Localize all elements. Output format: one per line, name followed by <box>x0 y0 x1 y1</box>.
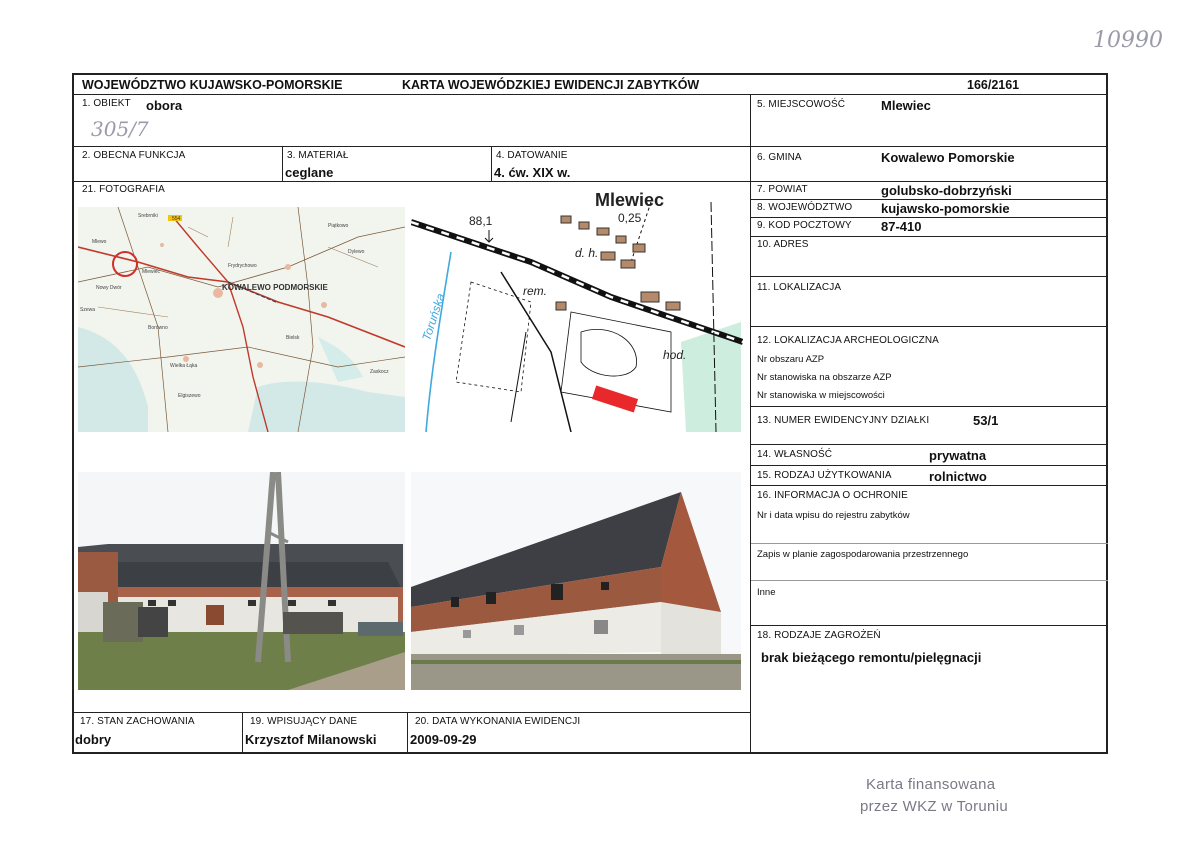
overview-map-place: Zaskocz <box>370 369 389 375</box>
field-wlasnosc <box>751 445 1108 466</box>
powiat-value: golubsko-dobrzyński <box>881 183 1012 198</box>
overview-map-graphic <box>78 207 405 432</box>
wpisujacy-value: Krzysztof Milanowski <box>245 732 377 747</box>
data-label: 20. DATA WYKONANIA EWIDENCJI <box>415 716 581 727</box>
wlasnosc-label: 14. WŁASNOŚĆ <box>757 449 833 460</box>
obiekt-label: 1. OBIEKT <box>82 98 131 109</box>
overview-map-place: Mlewiec <box>142 269 161 275</box>
zagrozenia-value: brak bieżącego remontu/pielęgnacji <box>761 650 982 665</box>
stan-label: 17. STAN ZACHOWANIA <box>80 716 195 727</box>
overview-map-place: Wielka Łąka <box>170 363 198 369</box>
photo-barn-1-graphic <box>78 472 405 690</box>
ochrona-line: Inne <box>757 587 776 598</box>
header-region: WOJEWÓDZTWO KUJAWSKO-POMORSKIE <box>82 78 343 92</box>
divider <box>751 580 1108 581</box>
field-archeo <box>751 327 1108 407</box>
miejscowosc-label: 5. MIEJSCOWOŚĆ <box>757 99 846 110</box>
field-funkcja <box>74 147 283 182</box>
kod-label: 9. KOD POCZTOWY <box>757 220 852 231</box>
field-wpisujacy <box>243 713 408 754</box>
ochrona-line: Nr i data wpisu do rejestru zabytków <box>757 510 910 521</box>
field-datowanie <box>492 147 751 182</box>
field-wojewodztwo <box>751 200 1108 218</box>
zagrozenia-label: 18. RODZAJE ZAGROŻEŃ <box>757 630 881 641</box>
detail-map-scale: 0,25 <box>618 211 642 225</box>
material-value: ceglane <box>285 165 334 180</box>
card-header <box>74 75 1108 95</box>
wojewodztwo-label: 8. WOJEWÓDZTWO <box>757 202 853 213</box>
overview-map-place: Bielsk <box>286 335 300 341</box>
ochrona-label: 16. INFORMACJA O OCHRONIE <box>757 490 908 501</box>
kod-value: 87-410 <box>881 219 922 234</box>
archeo-line: Nr obszaru AZP <box>757 354 825 365</box>
lokalizacja-label: 11. LOKALIZACJA <box>757 282 842 293</box>
uzytkowanie-value: rolnictwo <box>929 469 987 484</box>
wojewodztwo-value: kujawsko-pomorskie <box>881 201 1010 216</box>
field-stan <box>74 713 243 754</box>
obiekt-handwritten: 305/7 <box>91 117 149 141</box>
overview-map-place: Borówno <box>148 325 168 331</box>
detail-map-graphic <box>411 192 743 432</box>
record-card <box>72 73 1108 754</box>
data-value: 2009-09-29 <box>410 732 477 747</box>
field-fotografia <box>74 182 751 713</box>
overview-map-place: Srebrniki <box>138 213 158 219</box>
divider <box>751 543 1108 544</box>
field-powiat <box>751 182 1108 200</box>
material-label: 3. MATERIAŁ <box>287 150 349 161</box>
photo-barn-2-graphic <box>411 472 741 690</box>
field-gmina <box>751 147 1108 182</box>
photo-barn-1 <box>78 472 405 690</box>
field-dzialka <box>751 407 1108 445</box>
funkcja-label: 2. OBECNA FUNKCJA <box>82 150 186 161</box>
dzialka-label: 13. NUMER EWIDENCYJNY DZIAŁKI <box>757 415 930 426</box>
header-number: 166/2161 <box>967 78 1020 92</box>
field-lokalizacja <box>751 277 1108 327</box>
overview-map-place: Nowy Dwór <box>96 285 122 291</box>
ochrona-line: Zapis w planie zagospodarowania przestrzennego <box>757 549 969 560</box>
uzytkowanie-label: 15. RODZAJ UŻYTKOWANIA <box>757 470 892 481</box>
detail-map-river: Toruńska <box>419 291 448 343</box>
detail-map <box>411 192 743 432</box>
datowanie-label: 4. DATOWANIE <box>496 150 568 161</box>
overview-map-road: 554 <box>172 216 181 222</box>
overview-map-place: Szewa <box>80 307 96 313</box>
adres-label: 10. ADRES <box>757 239 809 250</box>
wlasnosc-value: prywatna <box>929 448 987 463</box>
overview-map-place: Elgiszewo <box>178 393 201 399</box>
field-miejscowosc <box>751 95 1108 147</box>
header-title: KARTA WOJEWÓDZKIEJ EWIDENCJI ZABYTKÓW <box>402 78 700 92</box>
footer-stamp-line1: Karta finansowana <box>866 776 996 793</box>
photo-barn-2 <box>411 472 741 690</box>
detail-map-label: d. h. <box>575 246 599 260</box>
field-data <box>408 713 751 754</box>
handwritten-number: 10990 <box>1093 28 1163 53</box>
field-zagrozenia <box>751 626 1108 754</box>
obiekt-value: obora <box>146 98 183 113</box>
overview-map-place: Mlewo <box>92 239 107 245</box>
gmina-value: Kowalewo Pomorskie <box>881 150 1015 165</box>
overview-map <box>78 207 405 432</box>
overview-map-place: Piątkowo <box>328 223 349 229</box>
overview-map-place: Dylewo <box>348 249 365 255</box>
field-material <box>283 147 492 182</box>
archeo-line: Nr stanowiska w miejscowości <box>757 390 885 401</box>
field-kod <box>751 218 1108 237</box>
datowanie-value: 4. ćw. XIX w. <box>494 165 571 180</box>
field-uzytkowanie <box>751 466 1108 486</box>
dzialka-value: 53/1 <box>973 413 999 428</box>
miejscowosc-value: Mlewiec <box>881 98 931 113</box>
powiat-label: 7. POWIAT <box>757 184 808 195</box>
detail-map-label: rem. <box>523 284 547 298</box>
archeo-label: 12. LOKALIZACJA ARCHEOLOGICZNA <box>757 335 939 346</box>
stan-value: dobry <box>75 732 112 747</box>
detail-map-height: 88,1 <box>469 214 493 228</box>
field-obiekt <box>74 95 751 147</box>
fotografia-label: 21. FOTOGRAFIA <box>82 184 165 195</box>
archeo-line: Nr stanowiska na obszarze AZP <box>757 372 892 383</box>
detail-map-label: hod. <box>663 348 687 362</box>
gmina-label: 6. GMINA <box>757 152 802 163</box>
wpisujacy-label: 19. WPISUJĄCY DANE <box>250 716 358 727</box>
overview-map-place: Frydrychowo <box>228 263 257 269</box>
field-adres <box>751 237 1108 277</box>
overview-map-town: KOWALEWO PODMORSKIE <box>222 283 328 292</box>
detail-map-town: Mlewiec <box>595 192 665 210</box>
footer-stamp-line2: przez WKZ w Toruniu <box>860 798 1008 815</box>
field-ochrona <box>751 486 1108 626</box>
